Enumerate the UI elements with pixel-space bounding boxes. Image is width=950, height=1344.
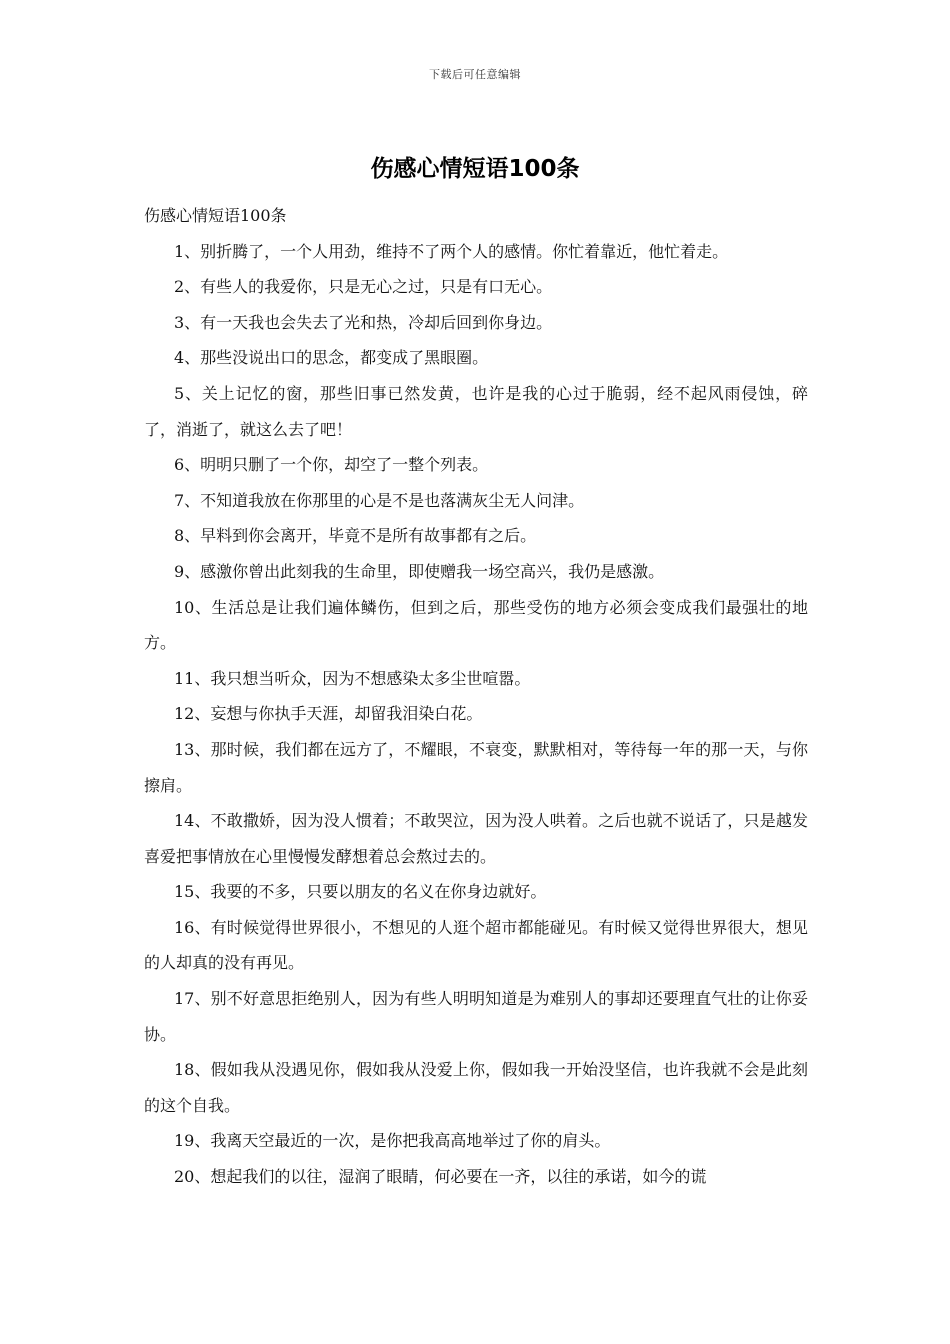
phrase-item: 8、早料到你会离开，毕竟不是所有故事都有之后。 [174,526,537,546]
phrase-item: 9、感激你曾出此刻我的生命里，即使赠我一场空高兴，我仍是感激。 [174,561,665,581]
phrase-item: 7、不知道我放在你那里的心是不是也落满灰尘无人问津。 [174,490,585,510]
phrase-item: 3、有一天我也会失去了光和热，冷却后回到你身边。 [174,312,553,332]
document-title: 伤感心情短语100条 [370,156,580,182]
phrase-item: 18、假如我从没遇见你，假如我从没爱上你，假如我一开始没坚信，也许我就不会是此刻的这个自我。 [144,1060,808,1115]
phrase-item: 14、不敢撒娇，因为没人惯着；不敢哭泣，因为没人哄着。之后也就不说话了，只是越发喜爱把事情放在心里慢慢发酵想着总会熬过去的。 [144,811,808,866]
phrase-item: 12、妄想与你执手天涯，却留我泪染白花。 [174,704,483,724]
phrase-item: 1、别折腾了，一个人用劲，维持不了两个人的感情。你忙着靠近，他忙着走。 [174,241,729,261]
phrase-item: 13、那时候，我们都在远方了，不耀眼，不衰变，默默相对，等待每一年的那一天，与你擦肩。 [144,739,808,795]
phrase-item: 4、那些没说出口的思念，都变成了黑眼圈。 [174,348,489,368]
phrase-list [144,234,808,1195]
phrase-item: 19、我离天空最近的一次，是你把我高高地举过了你的肩头。 [174,1131,611,1151]
phrase-item: 10、生活总是让我们遍体鳞伤，但到之后，那些受伤的地方必须会变成我们最强壮的地方。 [144,597,808,653]
phrase-item: 20、想起我们的以往，湿润了眼睛，何必要在一齐，以往的承诺，如今的谎 [174,1167,707,1187]
phrase-item: 6、明明只删了一个你，却空了一整个列表。 [174,455,489,475]
document-subtitle: 伤感心情短语100条 [144,206,287,225]
phrase-item: 15、我要的不多，只要以朋友的名义在你身边就好。 [174,882,547,902]
phrase-item: 16、有时候觉得世界很小，不想见的人逛个超市都能碰见。有时候又觉得世界很大，想见的人却真的没有再见。 [144,917,808,973]
phrase-item: 11、我只想当听众，因为不想感染太多尘世喧嚣。 [174,668,531,688]
phrase-item: 17、别不好意思拒绝别人，因为有些人明明知道是为难别人的事却还要理直气壮的让你妥协。 [144,989,808,1044]
phrase-item: 5、关上记忆的窗，那些旧事已然发黄，也许是我的心过于脆弱，经不起风雨侵蚀，碎了，消逝了，就这么去了吧！ [144,383,808,439]
header-note: 下载后可任意编辑 [429,68,521,81]
phrase-item: 2、有些人的我爱你，只是无心之过，只是有口无心。 [174,277,553,297]
document-body [144,198,808,1195]
